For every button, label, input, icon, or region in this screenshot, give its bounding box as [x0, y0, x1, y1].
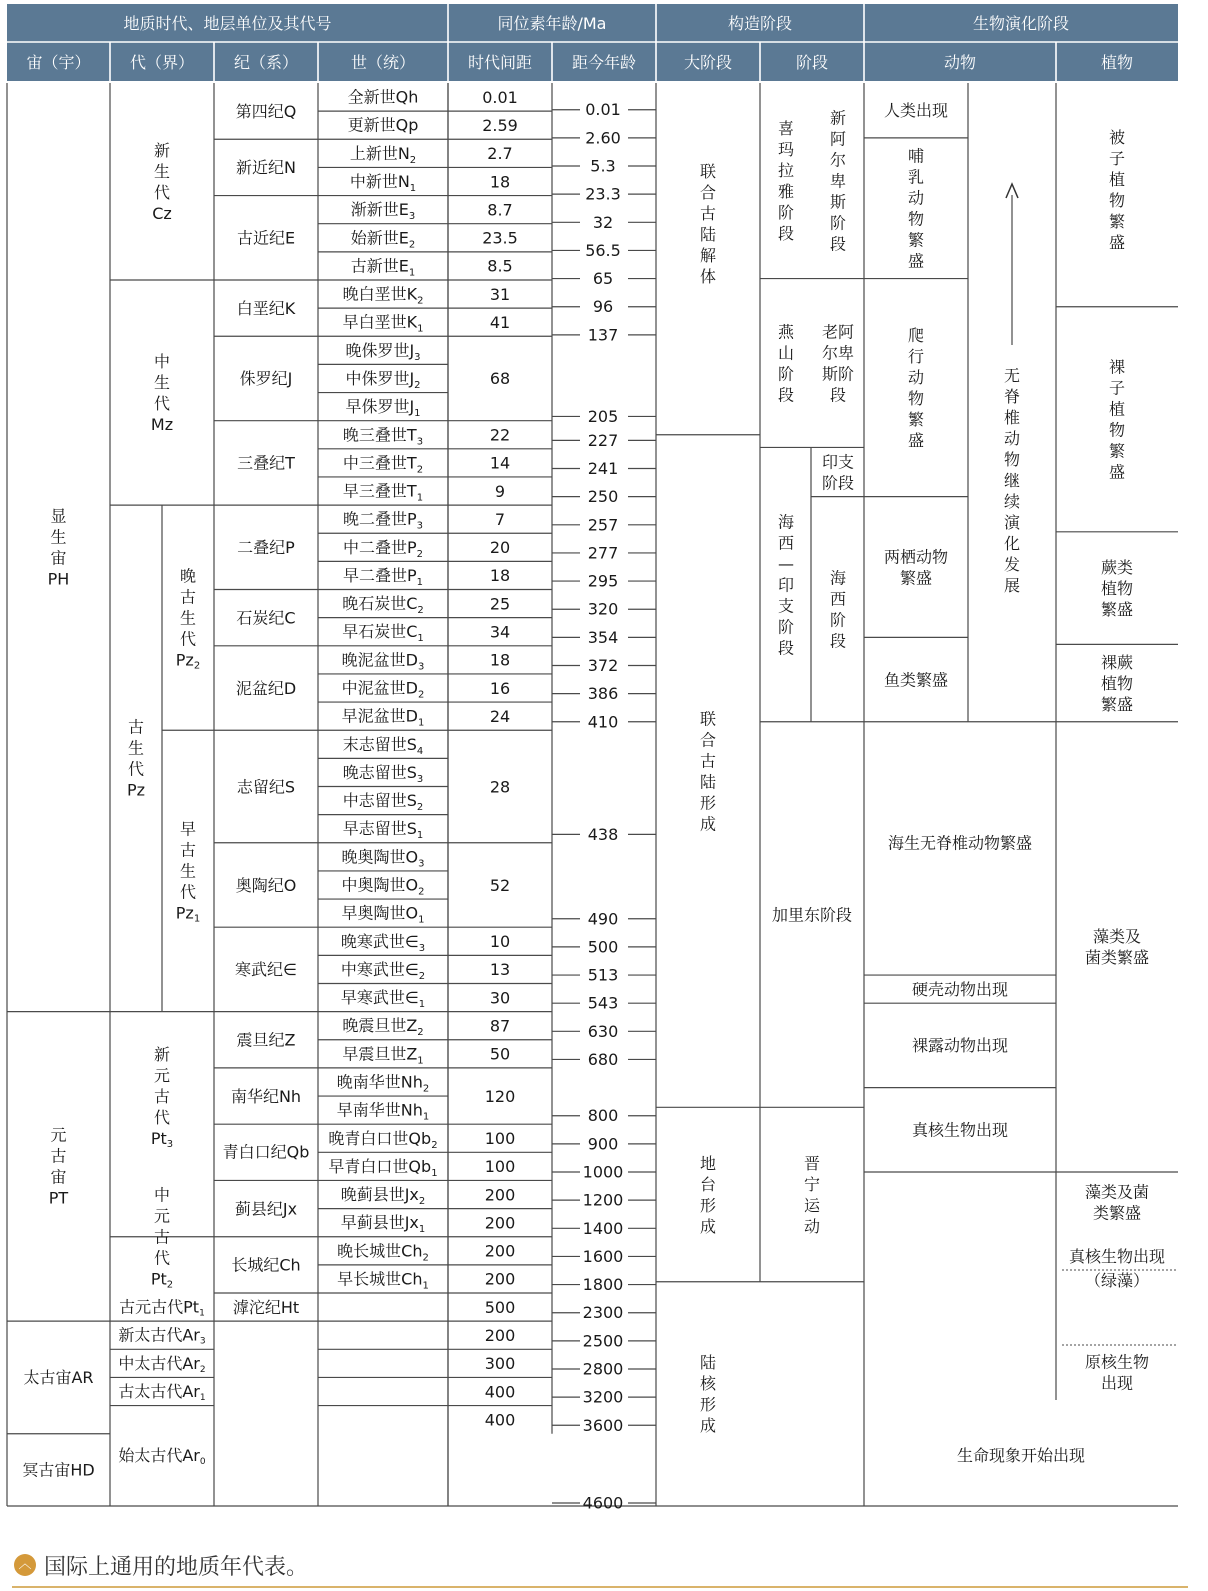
epoch-label: 晚奥陶世$O_3$ — [341, 847, 425, 870]
epoch-label: 早二叠世$P_1$ — [342, 565, 424, 588]
age-label: 227 — [587, 430, 619, 450]
span-value: 120 — [484, 1086, 516, 1106]
epoch-label: 晚志留世$S_3$ — [342, 762, 424, 785]
plant-label: 藻类及菌类繁盛 — [1084, 927, 1150, 968]
eon-label: 显生宙 PH — [47, 506, 70, 589]
span-value: 34 — [489, 622, 511, 642]
plant-label: 真核生物出现（绿藻） — [1068, 1246, 1166, 1290]
age-label: 257 — [587, 515, 619, 535]
epoch-label: 晚震旦世$Z_2$ — [342, 1016, 424, 1039]
age-label: 438 — [587, 824, 619, 844]
animal-label: 裸露动物出现 — [911, 1036, 1009, 1056]
age-label: 3200 — [582, 1387, 624, 1407]
epoch-label: 晚三叠世$T_3$ — [342, 425, 424, 448]
epoch-label: 早青白口世$Qb_1$ — [328, 1156, 438, 1179]
plant-label: 蕨类植物繁盛 — [1100, 557, 1134, 619]
span-value: 31 — [489, 284, 511, 304]
epoch-label: 早三叠世$T_1$ — [342, 481, 424, 504]
span-value: 200 — [484, 1241, 516, 1261]
period-label: 长城纪Ch — [231, 1255, 301, 1275]
header-group-stratigraphy: 地质时代、地层单位及其代号 — [123, 13, 332, 33]
span-value: 41 — [489, 312, 511, 332]
tectonic-major-label: 地台形成 — [699, 1153, 717, 1236]
column-header: 时代间距 — [467, 52, 533, 72]
epoch-label: 早石炭世$C_1$ — [342, 622, 424, 645]
age-label: 0.01 — [585, 100, 621, 120]
epoch-label: 晚蓟县世$Jx_2$ — [340, 1185, 426, 1208]
span-value: 18 — [489, 172, 511, 192]
span-value: 300 — [484, 1354, 516, 1374]
column-header: 植物 — [1100, 52, 1134, 72]
animal-label: 哺乳动物繁盛 — [907, 146, 925, 271]
animal-label: 两栖动物繁盛 — [883, 547, 949, 588]
era-label: 始太古代Ar0 — [118, 1446, 206, 1468]
span-value: 200 — [484, 1185, 516, 1205]
span-value: 7 — [494, 509, 506, 529]
plant-label: 藻类及菌类繁盛 — [1084, 1182, 1150, 1223]
epoch-label: 晚寒武世$\in_3$ — [340, 931, 426, 954]
span-value: 8.7 — [487, 200, 513, 220]
span-value: 100 — [484, 1157, 516, 1177]
tectonic-major-label: 联合古陆形成 — [699, 709, 717, 834]
span-value: 400 — [484, 1382, 516, 1402]
span-value: 200 — [484, 1213, 516, 1233]
epoch-label: 末志留世$S_4$ — [342, 734, 424, 757]
era-label: 新太古代Ar3 — [118, 1325, 206, 1347]
span-value: 0.01 — [482, 87, 518, 107]
age-label: 295 — [587, 571, 619, 591]
age-label: 490 — [587, 909, 619, 929]
span-value: 2.7 — [487, 144, 513, 164]
tectonic-stage-label: 新阿尔卑斯阶段 — [829, 108, 847, 254]
column-header: 纪（系） — [233, 52, 299, 72]
age-label: 680 — [587, 1049, 619, 1069]
period-label: 奥陶纪O — [235, 875, 297, 895]
epoch-label: 早长城世$Ch_1$ — [337, 1269, 429, 1292]
period-label: 志留纪S — [236, 777, 296, 797]
age-label: 2800 — [582, 1359, 624, 1379]
era-label: 新元古代 Pt3 — [150, 1044, 174, 1150]
era-label: 晚古生代 Pz2 — [175, 566, 201, 672]
eon-label: 太古宙AR — [23, 1368, 94, 1388]
age-label: 137 — [587, 325, 619, 345]
header-group-biology: 生物演化阶段 — [972, 13, 1070, 33]
period-label: 三叠纪T — [237, 453, 295, 473]
header-group-isotope-age: 同位素年龄/Ma — [497, 13, 607, 33]
epoch-label: 中二叠世$P_2$ — [342, 537, 424, 560]
epoch-label: 早白垩世$K_1$ — [342, 312, 424, 335]
tectonic-major-label: 联合古陆解体 — [699, 162, 717, 287]
age-label: 354 — [587, 627, 619, 647]
column-header: 阶段 — [795, 52, 829, 72]
age-label: 1600 — [582, 1246, 624, 1266]
tectonic-stage-label: 晋宁运动 — [803, 1153, 821, 1236]
header-group-tectonic: 构造阶段 — [727, 13, 793, 33]
epoch-label: 中新世$N_1$ — [349, 171, 417, 194]
span-value: 8.5 — [487, 256, 513, 276]
caption-text: 国际上通用的地质年代表。 — [44, 1555, 309, 1580]
plant-label: 原核生物出现 — [1084, 1352, 1150, 1393]
age-label: 900 — [587, 1134, 619, 1154]
age-label: 543 — [587, 993, 619, 1013]
span-value: 30 — [489, 988, 511, 1008]
age-label: 1400 — [582, 1218, 624, 1238]
eon-label: 冥古宙HD — [22, 1460, 95, 1480]
span-value: 400 — [484, 1410, 516, 1430]
period-label: 古近纪E — [236, 228, 296, 248]
age-label: 32 — [592, 212, 614, 232]
period-label: 第四纪Q — [235, 101, 297, 121]
epoch-label: 晚石炭世$C_2$ — [342, 594, 424, 617]
age-label: 241 — [587, 459, 619, 479]
period-label: 石炭纪C — [236, 608, 296, 628]
span-value: 23.5 — [482, 228, 518, 248]
age-label: 386 — [587, 684, 619, 704]
age-label: 4600 — [582, 1493, 624, 1513]
animal-label: 生命现象开始出现 — [956, 1445, 1086, 1465]
epoch-label: 渐新世$E_3$ — [350, 200, 416, 223]
age-label: 800 — [587, 1106, 619, 1126]
period-label: 白垩纪K — [236, 298, 296, 318]
span-value: 87 — [489, 1016, 511, 1036]
epoch-label: 晚泥盆世$D_3$ — [341, 650, 425, 673]
age-label: 410 — [587, 712, 619, 732]
span-value: 50 — [489, 1044, 511, 1064]
period-label: 泥盆纪D — [235, 678, 297, 698]
column-header: 代（界） — [129, 52, 195, 72]
span-value: 68 — [489, 369, 511, 389]
epoch-label: 早寒武世$\in_1$ — [340, 988, 426, 1011]
plant-label: 被子植物繁盛 — [1108, 128, 1126, 253]
epoch-label: 中泥盆世$D_2$ — [341, 678, 425, 701]
span-value: 14 — [489, 453, 511, 473]
span-value: 13 — [489, 960, 511, 980]
era-label: 新生代 Cz — [152, 140, 172, 223]
span-value: 22 — [489, 425, 511, 445]
age-label: 56.5 — [585, 240, 621, 260]
age-label: 372 — [587, 655, 619, 675]
period-label: 寒武纪∈ — [235, 960, 297, 980]
era-label: 古太古代Ar1 — [118, 1381, 206, 1403]
age-label: 5.3 — [590, 156, 616, 176]
epoch-label: 晚二叠世$P_3$ — [342, 509, 424, 532]
era-label: 古生代 Pz — [126, 717, 146, 800]
plant-label: 裸子植物繁盛 — [1108, 357, 1126, 482]
epoch-label: 中寒武世$\in_2$ — [340, 959, 426, 982]
span-value: 200 — [484, 1269, 516, 1289]
span-value: 16 — [489, 678, 511, 698]
period-label: 青白口纪Qb — [222, 1142, 310, 1162]
eon-label: 元古宙 PT — [48, 1125, 69, 1208]
age-label: 2500 — [582, 1331, 624, 1351]
tectonic-stage-label: 海西阶段 — [829, 568, 847, 651]
era-label: 中元古代 Pt2 — [150, 1185, 174, 1291]
figure-caption — [12, 1548, 1192, 1588]
epoch-label: 始新世$E_2$ — [350, 228, 416, 251]
age-label: 23.3 — [585, 184, 621, 204]
animal-label: 海生无脊椎动物繁盛 — [887, 833, 1033, 853]
column-header: 大阶段 — [683, 52, 733, 72]
age-label: 2.60 — [585, 128, 621, 148]
animal-label: 真核生物出现 — [911, 1120, 1009, 1140]
animal-label: 人类出现 — [883, 101, 949, 121]
age-label: 513 — [587, 965, 619, 985]
age-label: 630 — [587, 1021, 619, 1041]
age-label: 500 — [587, 937, 619, 957]
epoch-label: 早泥盆世$D_1$ — [341, 706, 425, 729]
epoch-label: 晚长城世$Ch_2$ — [337, 1241, 429, 1264]
period-label: 南华纪Nh — [230, 1086, 302, 1106]
age-label: 1000 — [582, 1162, 624, 1182]
period-label: 侏罗纪J — [239, 369, 293, 389]
epoch-label: 晚南华世$Nh_2$ — [336, 1072, 430, 1095]
period-label: 滹沱纪Ht — [232, 1297, 300, 1317]
span-value: 500 — [484, 1297, 516, 1317]
age-label: 205 — [587, 406, 619, 426]
period-label: 蓟县纪Jx — [234, 1199, 298, 1219]
column-header: 距今年龄 — [571, 52, 637, 72]
span-value: 200 — [484, 1325, 516, 1345]
age-label: 65 — [592, 269, 614, 289]
column-header: 动物 — [943, 52, 977, 72]
epoch-label: 中奥陶世$O_2$ — [341, 875, 425, 898]
chevron-up-icon: ︿ — [14, 1554, 36, 1576]
animal-label: 鱼类繁盛 — [883, 670, 949, 690]
column-header: 宙（宇） — [26, 52, 91, 72]
age-label: 1800 — [582, 1275, 624, 1295]
epoch-label: 早南华世$Nh_1$ — [336, 1100, 430, 1123]
age-label: 3600 — [582, 1415, 624, 1435]
span-value: 18 — [489, 566, 511, 586]
tectonic-major-label: 陆核形成 — [699, 1353, 717, 1436]
caption-divider — [12, 1586, 1188, 1588]
epoch-label: 早奥陶世$O_1$ — [341, 903, 425, 926]
epoch-label: 中志留世$S_2$ — [342, 791, 424, 814]
epoch-label: 古新世$E_1$ — [350, 256, 416, 279]
animal-label: 硬壳动物出现 — [911, 979, 1009, 999]
plant-label: 裸蕨植物繁盛 — [1100, 652, 1134, 714]
span-value: 2.59 — [482, 115, 518, 135]
span-value: 18 — [489, 650, 511, 670]
tectonic-stage-label: 燕山阶段 — [777, 322, 795, 405]
epoch-label: 晚白垩世$K_2$ — [342, 284, 424, 307]
period-label: 震旦纪Z — [236, 1030, 296, 1050]
tectonic-stage-label: 老阿尔卑斯阶段 — [821, 322, 855, 405]
span-value: 24 — [489, 706, 511, 726]
span-value: 9 — [494, 481, 506, 501]
epoch-label: 中三叠世$T_2$ — [342, 453, 424, 476]
span-value: 100 — [484, 1129, 516, 1149]
table-header — [7, 4, 1178, 81]
epoch-label: 晚青白口世$Qb_2$ — [328, 1128, 438, 1151]
epoch-label: 中侏罗世$J_2$ — [345, 368, 421, 391]
epoch-label: 早志留世$S_1$ — [342, 819, 424, 842]
animal-label: 爬行动物繁盛 — [907, 325, 925, 450]
epoch-label: 早侏罗世$J_1$ — [345, 397, 421, 420]
age-label: 2300 — [582, 1303, 624, 1323]
tectonic-stage-label: 加里东阶段 — [771, 905, 853, 925]
era-label: 中太古代Ar2 — [118, 1353, 206, 1375]
period-label: 新近纪N — [236, 158, 296, 178]
epoch-label: 早蓟县世$Jx_1$ — [340, 1213, 426, 1236]
epoch-label: 晚侏罗世$J_3$ — [345, 340, 421, 363]
span-value: 52 — [489, 875, 511, 895]
table-cells — [22, 88, 1165, 1513]
era-label: 中生代 Mz — [150, 351, 174, 434]
epoch-label: 上新世$N_2$ — [349, 143, 417, 166]
period-label: 二叠纪P — [237, 538, 295, 558]
span-value: 28 — [489, 777, 511, 797]
span-value: 10 — [489, 932, 511, 952]
column-header: 世（统） — [350, 52, 416, 72]
age-label: 277 — [587, 543, 619, 563]
tectonic-stage-label: 海西—印支阶段 — [777, 512, 795, 658]
span-value: 20 — [489, 538, 511, 558]
tectonic-stage-label: 印支阶段 — [821, 452, 855, 493]
age-label: 1200 — [582, 1190, 624, 1210]
epoch-label: 早震旦世$Z_1$ — [342, 1044, 424, 1067]
era-label: 古元古代Pt1 — [119, 1297, 205, 1319]
era-label: 早古生代 Pz1 — [175, 819, 201, 925]
tectonic-stage-label: 喜玛拉雅阶段 — [777, 119, 795, 244]
animal-label: 无脊椎动物继续演化发展 — [1003, 365, 1021, 595]
epoch-label: 全新世Qh — [347, 87, 419, 107]
span-value: 25 — [489, 594, 511, 614]
age-label: 250 — [587, 487, 619, 507]
age-label: 96 — [592, 297, 614, 317]
epoch-label: 更新世Qp — [347, 115, 419, 135]
age-label: 320 — [587, 599, 619, 619]
